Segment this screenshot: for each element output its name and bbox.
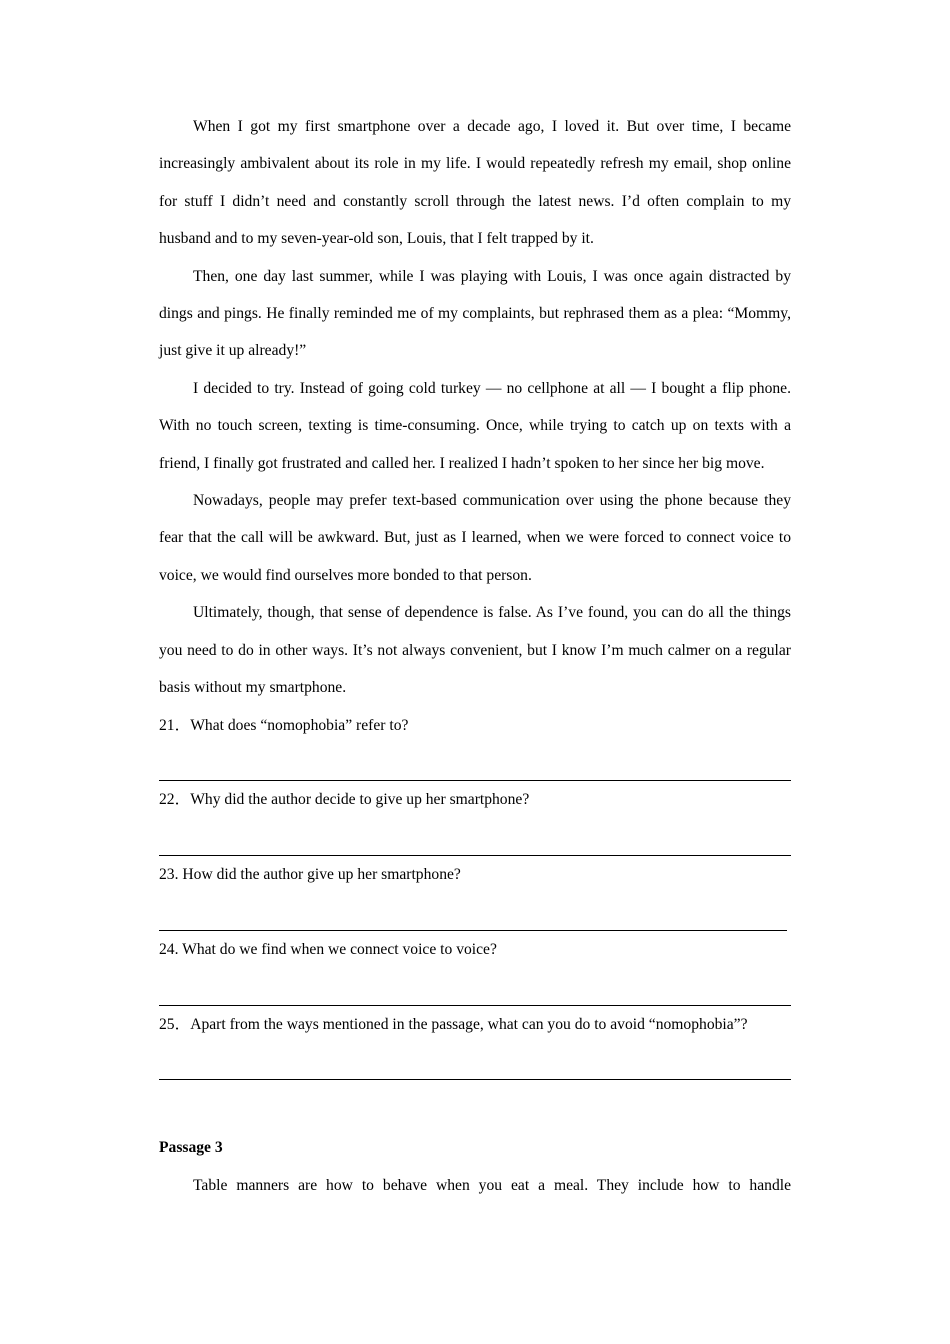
passage-3-title: Passage 3 <box>159 1139 223 1157</box>
answer-line-21[interactable] <box>159 744 791 781</box>
answer-line-25[interactable] <box>159 1043 791 1080</box>
document-page <box>159 108 791 1204</box>
section-spacer <box>159 1080 791 1129</box>
passage-paragraph-3: I decided to try. Instead of going cold turkey — no cellphone at all — I bought a flip phone. With no touch screen, texting is time-consuming. Once, while trying to catch up on texts with a friend, I finally got frustrated and called her. I realized I hadn’t spoken to her since her big move. <box>159 379 791 472</box>
question-22: 22．Why did the author decide to give up her smartphone? <box>159 791 530 809</box>
question-24: 24. What do we find when we connect voice to voice? <box>159 940 497 958</box>
question-21: 21．What does “nomophobia” refer to? <box>159 716 409 734</box>
passage-paragraph-2: Then, one day last summer, while I was playing with Louis, I was once again distracted by dings and pings. He finally reminded me of my complaints, but rephrased them as a plea: “Mommy, just give it up already!” <box>159 267 791 360</box>
question-23: 23. How did the author give up her smartphone? <box>159 866 461 884</box>
question-25: 25．Apart from the ways mentioned in the passage, what can you do to avoid “nomophobia”? <box>159 1015 748 1033</box>
passage-paragraph-1: When I got my first smartphone over a decade ago, I loved it. But over time, I became increasingly ambivalent about its role in my life. I would repeatedly refresh my email, shop online for stuff I didn’t need and constantly scroll through the latest news. I’d often complain to my husband and to my seven-year-old son, Louis, that I felt trapped by it. <box>159 118 791 248</box>
answer-line-23[interactable] <box>159 893 791 930</box>
passage-3-paragraph: Table manners are how to behave when you eat a meal. They include how to handle <box>193 1176 791 1194</box>
passage-paragraph-5: Ultimately, though, that sense of dependence is false. As I’ve found, you can do all the things you need to do in other ways. It’s not always convenient, but I know I’m much calmer on a regular basis without my smartphone. <box>159 604 791 697</box>
answer-line-24[interactable] <box>159 968 791 1005</box>
answer-line-22[interactable] <box>159 819 791 856</box>
passage-paragraph-4: Nowadays, people may prefer text-based communication over using the phone because they fear that the call will be awkward. But, just as I learned, when we were forced to connect voice to voice, we would find ourselves more bonded to that person. <box>159 492 791 584</box>
